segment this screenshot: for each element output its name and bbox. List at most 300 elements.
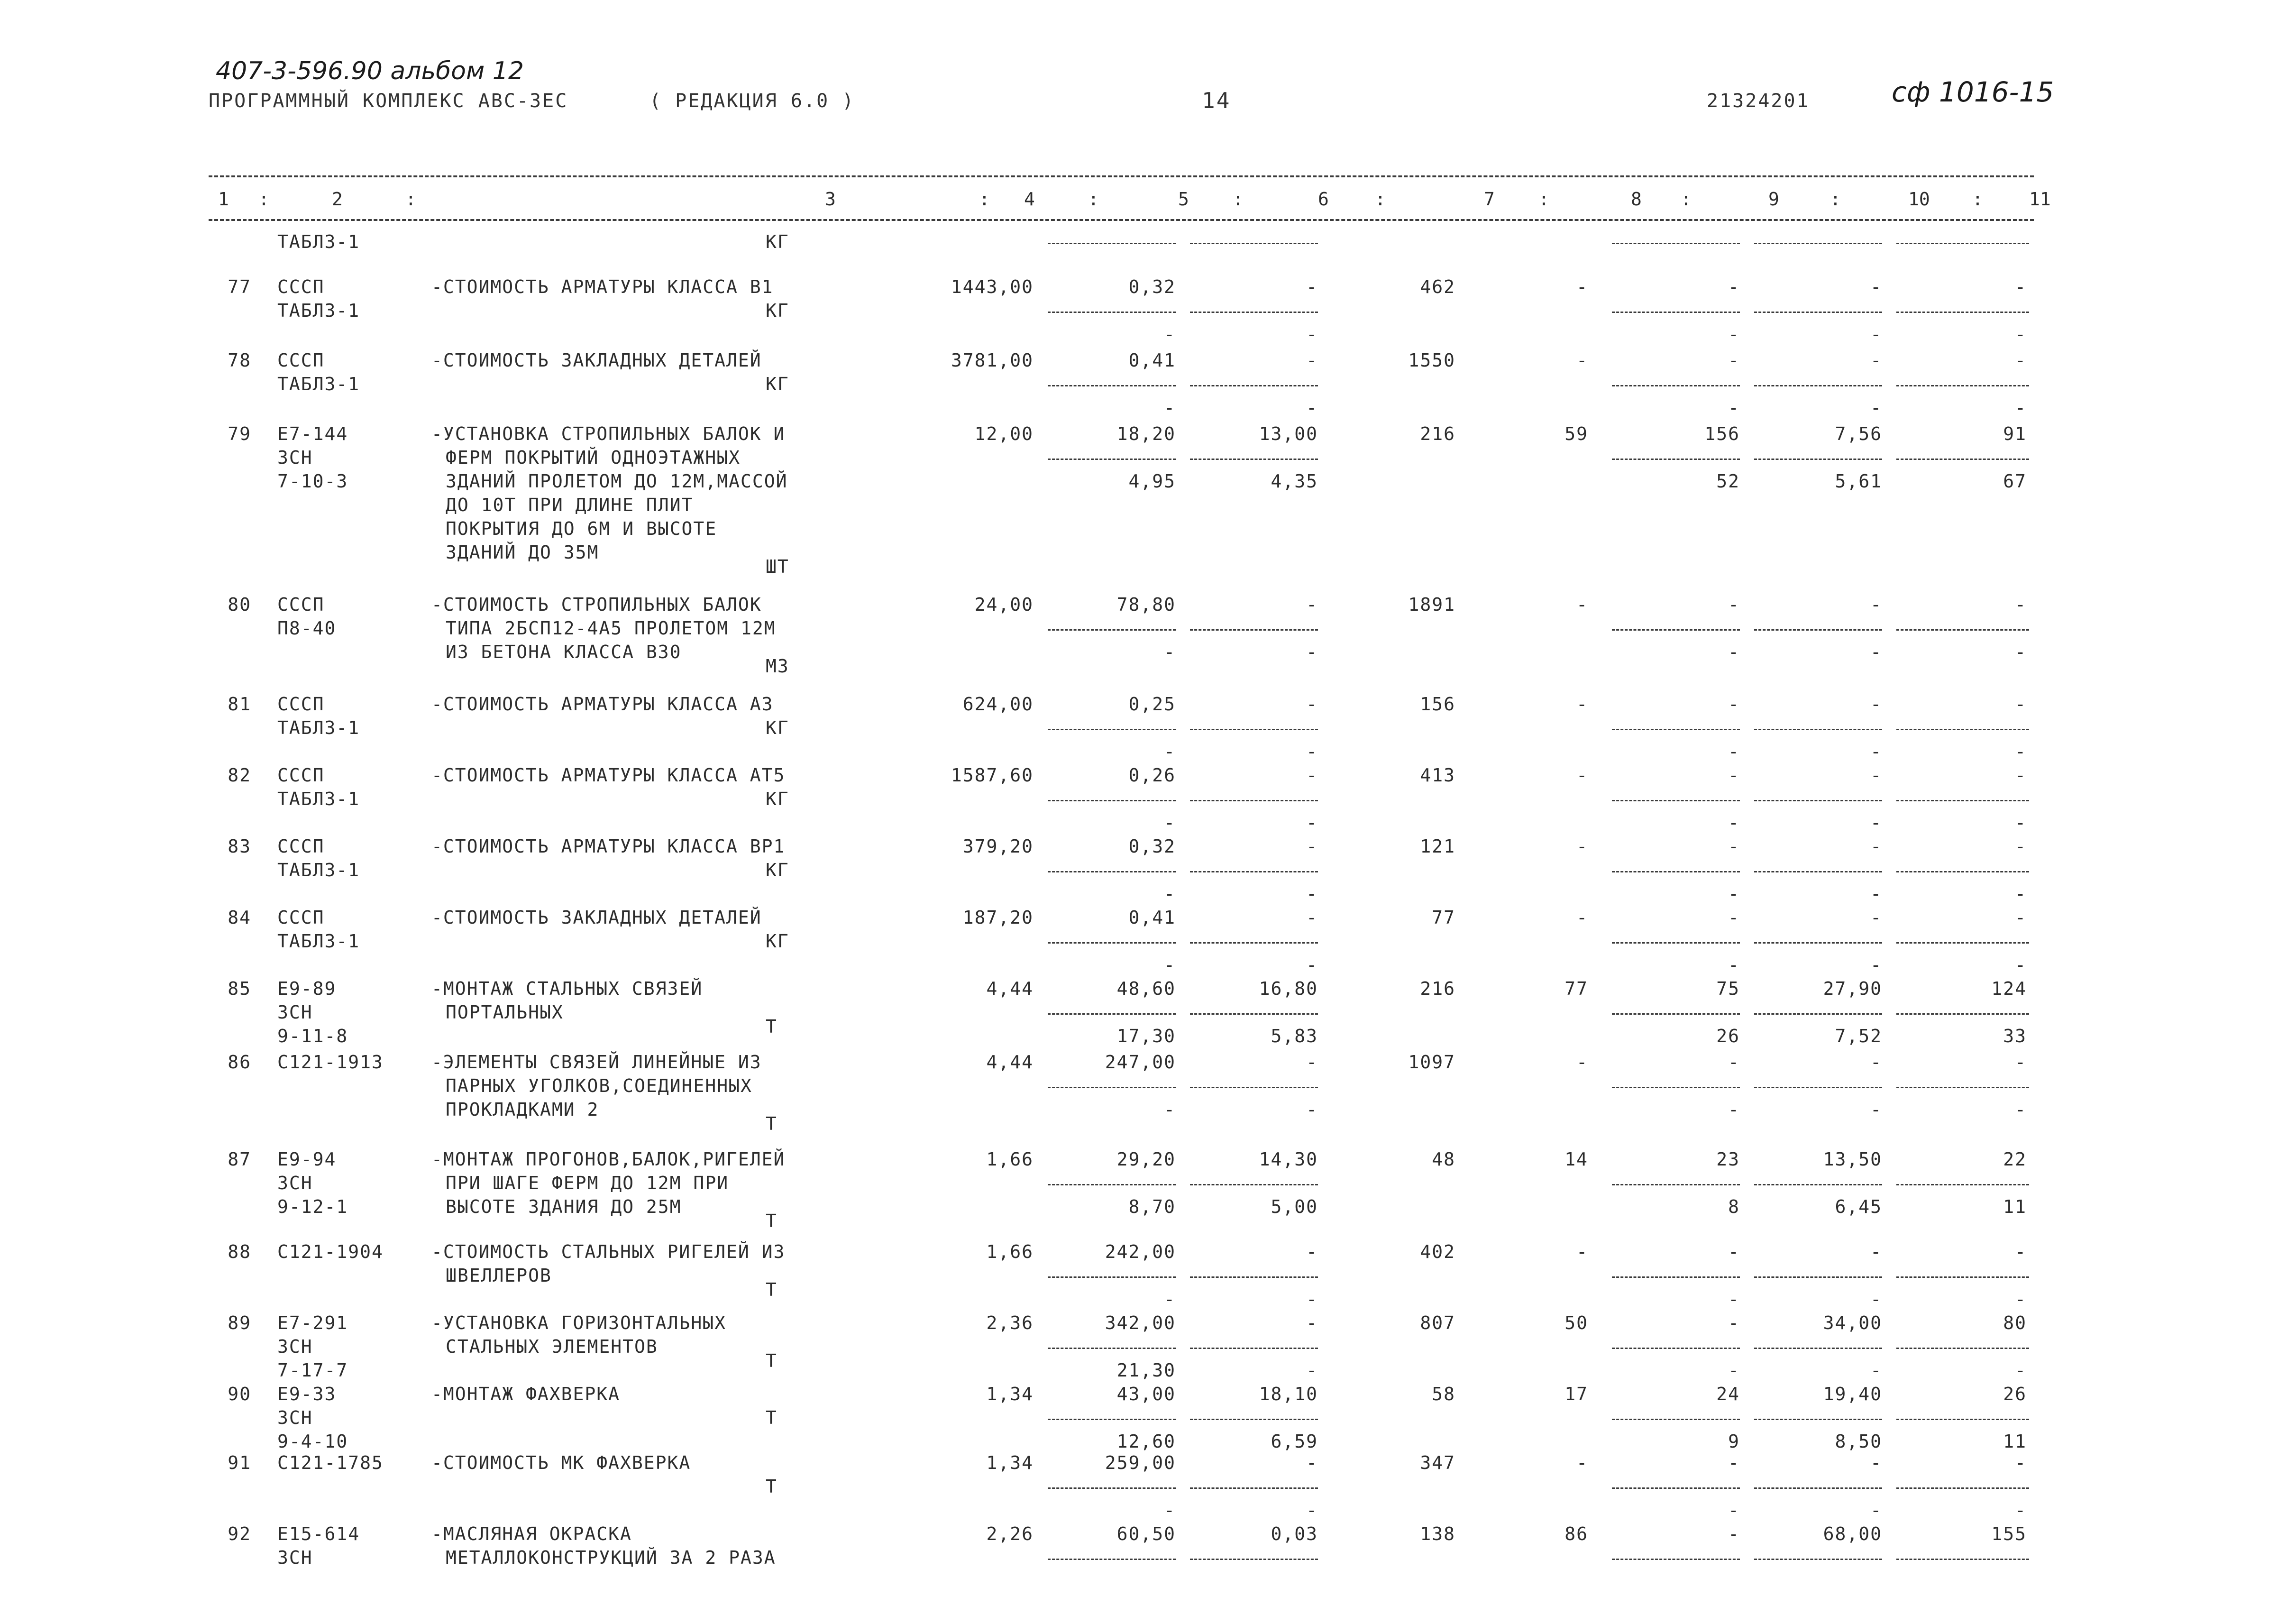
cell-col-5: 0,32 (1128, 276, 1176, 297)
row-description: -СТОИМОСТЬ СТРОПИЛЬНЫХ БАЛОК (431, 594, 762, 615)
row-code: ТАБЛ3-1 (277, 300, 360, 321)
cell-col-9: 75 (1716, 978, 1740, 999)
row-separator-dash (1896, 1559, 2029, 1560)
cell-col-6-lower: 6,59 (1271, 1431, 1318, 1452)
cell-col-10-lower: - (1870, 812, 1882, 833)
row-description: ТИПА 2БСП12-4А5 ПРОЛЕТОМ 12М (446, 618, 776, 639)
row-code: 9-12-1 (277, 1196, 348, 1217)
row-separator-dash (1612, 871, 1740, 872)
cell-col-10-lower: - (1870, 642, 1882, 662)
row-number: 79 (228, 423, 251, 444)
document-code: 21324201 (1707, 90, 1810, 112)
row-separator-dash (1190, 312, 1318, 313)
continuation-dash-10 (1754, 243, 1882, 244)
row-number: 91 (228, 1452, 251, 1473)
cell-col-4: 4,44 (986, 1052, 1034, 1073)
cell-col-9-lower: - (1728, 1500, 1740, 1521)
row-code: 7-17-7 (277, 1360, 348, 1381)
cell-col-6-lower: - (1306, 1500, 1318, 1521)
cell-col-9-lower: - (1728, 954, 1740, 975)
cell-col-9-lower: 8 (1728, 1196, 1740, 1217)
row-separator-dash (1048, 459, 1176, 460)
row-code: П8-40 (277, 618, 337, 639)
row-separator-dash (1048, 1559, 1176, 1560)
row-number: 84 (228, 907, 251, 928)
row-separator-dash (1190, 800, 1318, 801)
cell-col-6-lower: - (1306, 812, 1318, 833)
cell-col-7: 413 (1420, 765, 1455, 786)
cell-col-10-lower: - (1870, 954, 1882, 975)
row-separator-dash (1754, 312, 1882, 313)
cell-col-11-lower: - (2015, 954, 2027, 975)
continuation-code: ТАБЛ3-1 (277, 231, 360, 252)
cell-col-6-lower: - (1306, 741, 1318, 762)
column-separator: : (258, 189, 269, 210)
row-separator-dash (1896, 729, 2029, 730)
row-unit: Т (766, 1279, 778, 1300)
row-separator-dash (1896, 1013, 2029, 1015)
cell-col-5: 342,00 (1105, 1312, 1176, 1333)
cell-col-11: - (2015, 1452, 2027, 1473)
cell-col-4: 1,66 (986, 1241, 1034, 1262)
row-separator-dash (1048, 800, 1176, 801)
cell-col-4: 1443,00 (951, 276, 1034, 297)
cell-col-10-lower: 5,61 (1835, 471, 1882, 492)
cell-col-6-lower: - (1306, 954, 1318, 975)
cell-col-7: 77 (1432, 907, 1455, 928)
cell-col-6-lower: 5,83 (1271, 1026, 1318, 1046)
cell-col-6-lower: - (1306, 1289, 1318, 1310)
cell-col-5-lower: - (1164, 324, 1176, 345)
cell-col-11: - (2015, 1241, 2027, 1262)
cell-col-11-lower: - (2015, 1500, 2027, 1521)
cell-col-9: 24 (1716, 1384, 1740, 1404)
row-separator-dash (1190, 729, 1318, 730)
cell-col-6-lower: - (1306, 883, 1318, 904)
cell-col-9: - (1728, 1052, 1740, 1073)
cell-col-7: 58 (1432, 1384, 1455, 1404)
row-description: -СТОИМОСТЬ СТАЛЬНЫХ РИГЕЛЕЙ ИЗ (431, 1241, 786, 1262)
page-number: 14 (1202, 88, 1231, 113)
cell-col-11: 22 (2003, 1149, 2027, 1170)
cell-col-8: - (1576, 594, 1588, 615)
row-unit: Т (766, 1476, 778, 1497)
row-code: СССП (277, 276, 325, 297)
row-separator-dash (1612, 1348, 1740, 1349)
row-code: Е9-33 (277, 1384, 337, 1404)
cell-col-5: 247,00 (1105, 1052, 1176, 1073)
cell-col-6-lower: - (1306, 642, 1318, 662)
row-separator-dash (1754, 800, 1882, 801)
cell-col-9-lower: - (1728, 883, 1740, 904)
cell-col-10-lower: - (1870, 324, 1882, 345)
cell-col-4: 2,26 (986, 1523, 1034, 1544)
row-number: 85 (228, 978, 251, 999)
cell-col-5-lower: 4,95 (1128, 471, 1176, 492)
cell-col-10: 34,00 (1823, 1312, 1882, 1333)
row-separator-dash (1048, 385, 1176, 386)
cell-col-9-lower: - (1728, 741, 1740, 762)
cell-col-10: - (1870, 694, 1882, 715)
row-description: -ЭЛЕМЕНТЫ СВЯЗЕЙ ЛИНЕЙНЫЕ ИЗ (431, 1052, 762, 1073)
row-separator-dash (1754, 1419, 1882, 1420)
row-code: СССП (277, 594, 325, 615)
cell-col-4: 2,36 (986, 1312, 1034, 1333)
row-code: ЗСН (277, 1547, 313, 1568)
handwritten-stamp: сф 1016-15 (1892, 76, 2054, 108)
cell-col-7: 402 (1420, 1241, 1455, 1262)
cell-col-6-lower: - (1306, 397, 1318, 418)
cell-col-9: - (1728, 1452, 1740, 1473)
row-separator-dash (1754, 1087, 1882, 1088)
column-number: 4 (1024, 189, 1035, 210)
row-code: Е9-89 (277, 978, 337, 999)
cell-col-11-lower: - (2015, 1360, 2027, 1381)
row-code: ТАБЛ3-1 (277, 860, 360, 881)
cell-col-8: - (1576, 907, 1588, 928)
row-separator-dash (1612, 1487, 1740, 1489)
cell-col-4: 624,00 (962, 694, 1034, 715)
row-description: ПРОКЛАДКАМИ 2 (446, 1099, 599, 1120)
cell-col-5: 0,41 (1128, 907, 1176, 928)
cell-col-7: 48 (1432, 1149, 1455, 1170)
top-rule (209, 175, 2034, 177)
column-number: 8 (1631, 189, 1642, 210)
cell-col-9: - (1728, 276, 1740, 297)
row-separator-dash (1754, 1487, 1882, 1489)
row-code: ТАБЛ3-1 (277, 931, 360, 952)
cell-col-6: - (1306, 765, 1318, 786)
cell-col-11-lower: - (2015, 741, 2027, 762)
row-unit: КГ (766, 931, 789, 952)
cell-col-6: - (1306, 1452, 1318, 1473)
row-description: ДО 10Т ПРИ ДЛИНЕ ПЛИТ (446, 495, 694, 515)
cell-col-7: 347 (1420, 1452, 1455, 1473)
cell-col-5: 18,20 (1116, 423, 1176, 444)
column-separator: : (1233, 189, 1244, 210)
row-number: 92 (228, 1523, 251, 1544)
row-separator-dash (1048, 871, 1176, 872)
row-code: С121-1904 (277, 1241, 384, 1262)
row-separator-dash (1048, 1013, 1176, 1015)
row-separator-dash (1896, 1087, 2029, 1088)
row-unit: ШТ (766, 556, 789, 577)
row-unit: Т (766, 1407, 778, 1428)
row-separator-dash (1754, 1184, 1882, 1185)
cell-col-11: - (2015, 276, 2027, 297)
row-separator-dash (1190, 1184, 1318, 1185)
row-separator-dash (1754, 1013, 1882, 1015)
row-code: ЗСН (277, 1002, 313, 1023)
row-description: ИЗ БЕТОНА КЛАССА В30 (446, 642, 682, 662)
row-description: ПОКРЫТИЯ ДО 6М И ВЫСОТЕ (446, 518, 717, 539)
cell-col-5-lower: - (1164, 642, 1176, 662)
column-separator: : (1830, 189, 1841, 210)
cell-col-11: - (2015, 907, 2027, 928)
cell-col-4: 1,34 (986, 1384, 1034, 1404)
row-description: -УСТАНОВКА СТРОПИЛЬНЫХ БАЛОК И (431, 423, 786, 444)
cell-col-6: - (1306, 594, 1318, 615)
row-separator-dash (1048, 1184, 1176, 1185)
cell-col-9: - (1728, 1241, 1740, 1262)
cell-col-7: 216 (1420, 978, 1455, 999)
cell-col-9: - (1728, 907, 1740, 928)
row-description: ФЕРМ ПОКРЫТИЙ ОДНОЭТАЖНЫХ (446, 447, 741, 468)
row-unit: Т (766, 1016, 778, 1037)
row-separator-dash (1190, 1087, 1318, 1088)
cell-col-9-lower: - (1728, 1289, 1740, 1310)
row-separator-dash (1896, 1348, 2029, 1349)
row-separator-dash (1048, 1348, 1176, 1349)
row-separator-dash (1190, 871, 1318, 872)
cell-col-6: - (1306, 350, 1318, 371)
cell-col-10: - (1870, 276, 1882, 297)
cell-col-5: 0,25 (1128, 694, 1176, 715)
cell-col-5-lower: - (1164, 812, 1176, 833)
row-separator-dash (1612, 1184, 1740, 1185)
row-code: ЗСН (277, 447, 313, 468)
column-number: 3 (825, 189, 836, 210)
row-separator-dash (1048, 942, 1176, 944)
cell-col-11: - (2015, 350, 2027, 371)
row-separator-dash (1190, 629, 1318, 631)
cell-col-11: 80 (2003, 1312, 2027, 1333)
cell-col-10: 7,56 (1835, 423, 1882, 444)
cell-col-9: - (1728, 594, 1740, 615)
cell-col-11: - (2015, 694, 2027, 715)
cell-col-6-lower: - (1306, 324, 1318, 345)
cell-col-8: 50 (1564, 1312, 1588, 1333)
header-rule (209, 219, 2034, 221)
cell-col-8: - (1576, 276, 1588, 297)
row-code: СССП (277, 907, 325, 928)
cell-col-5-lower: - (1164, 1289, 1176, 1310)
cell-col-5: 60,50 (1116, 1523, 1176, 1544)
row-description: -СТОИМОСТЬ АРМАТУРЫ КЛАССА А3 (431, 694, 774, 715)
cell-col-11: - (2015, 836, 2027, 857)
row-unit: Т (766, 1113, 778, 1134)
cell-col-5: 43,00 (1116, 1384, 1176, 1404)
cell-col-10-lower: - (1870, 1360, 1882, 1381)
row-separator-dash (1048, 1087, 1176, 1088)
cell-col-11-lower: 11 (2003, 1196, 2027, 1217)
row-unit: КГ (766, 300, 789, 321)
row-description: -МОНТАЖ ПРОГОНОВ,БАЛОК,РИГЕЛЕЙ (431, 1149, 786, 1170)
row-separator-dash (1612, 385, 1740, 386)
cell-col-10-lower: - (1870, 1289, 1882, 1310)
column-separator: : (1538, 189, 1549, 210)
cell-col-11: 155 (1991, 1523, 2027, 1544)
row-separator-dash (1612, 729, 1740, 730)
row-code: СССП (277, 694, 325, 715)
row-description: ВЫСОТЕ ЗДАНИЯ ДО 25М (446, 1196, 682, 1217)
row-number: 89 (228, 1312, 251, 1333)
cell-col-8: 59 (1564, 423, 1588, 444)
row-separator-dash (1048, 1419, 1176, 1420)
cell-col-8: 14 (1564, 1149, 1588, 1170)
cell-col-5: 0,26 (1128, 765, 1176, 786)
row-unit: Т (766, 1211, 778, 1231)
cell-col-4: 1,66 (986, 1149, 1034, 1170)
row-number: 81 (228, 694, 251, 715)
cell-col-9-lower: - (1728, 324, 1740, 345)
row-unit: Т (766, 1350, 778, 1371)
cell-col-7: 138 (1420, 1523, 1455, 1544)
cell-col-10: - (1870, 594, 1882, 615)
row-code: ЗСН (277, 1336, 313, 1357)
cell-col-5-lower: 12,60 (1116, 1431, 1176, 1452)
row-separator-dash (1612, 312, 1740, 313)
row-description: -МАСЛЯНАЯ ОКРАСКА (431, 1523, 632, 1544)
row-code: СССП (277, 350, 325, 371)
cell-col-8: - (1576, 1241, 1588, 1262)
cell-col-6-lower: 4,35 (1271, 471, 1318, 492)
cell-col-4: 3781,00 (951, 350, 1034, 371)
cell-col-5-lower: 21,30 (1116, 1360, 1176, 1381)
row-number: 83 (228, 836, 251, 857)
cell-col-9-lower: 9 (1728, 1431, 1740, 1452)
row-number: 90 (228, 1384, 251, 1404)
cell-col-6: 13,00 (1259, 423, 1318, 444)
cell-col-4: 1587,60 (951, 765, 1034, 786)
cell-col-6: - (1306, 1241, 1318, 1262)
cell-col-8: - (1576, 1452, 1588, 1473)
cell-col-10-lower: 7,52 (1835, 1026, 1882, 1046)
row-number: 86 (228, 1052, 251, 1073)
cell-col-11-lower: - (2015, 397, 2027, 418)
row-separator-dash (1190, 942, 1318, 944)
row-number: 78 (228, 350, 251, 371)
row-separator-dash (1190, 1276, 1318, 1278)
cell-col-5: 29,20 (1116, 1149, 1176, 1170)
cell-col-7: 1891 (1408, 594, 1455, 615)
cell-col-10: 68,00 (1823, 1523, 1882, 1544)
cell-col-10: - (1870, 765, 1882, 786)
row-separator-dash (1190, 1559, 1318, 1560)
row-description: ПАРНЫХ УГОЛКОВ,СОЕДИНЕННЫХ (446, 1075, 752, 1096)
continuation-unit: КГ (766, 231, 789, 252)
row-number: 77 (228, 276, 251, 297)
cell-col-9: 156 (1704, 423, 1740, 444)
cell-col-9: - (1728, 765, 1740, 786)
cell-col-10: - (1870, 1052, 1882, 1073)
row-separator-dash (1896, 459, 2029, 460)
row-separator-dash (1896, 871, 2029, 872)
row-separator-dash (1612, 1276, 1740, 1278)
cell-col-11: 26 (2003, 1384, 2027, 1404)
row-description: -УСТАНОВКА ГОРИЗОНТАЛЬНЫХ (431, 1312, 726, 1333)
row-separator-dash (1896, 629, 2029, 631)
row-number: 88 (228, 1241, 251, 1262)
row-separator-dash (1612, 629, 1740, 631)
cell-col-9-lower: 26 (1716, 1026, 1740, 1046)
cell-col-11: 124 (1991, 978, 2027, 999)
cell-col-6: - (1306, 694, 1318, 715)
row-number: 87 (228, 1149, 251, 1170)
cell-col-11: - (2015, 765, 2027, 786)
column-number: 9 (1768, 189, 1779, 210)
row-code: Е15-614 (277, 1523, 360, 1544)
row-unit: М3 (766, 656, 789, 677)
cell-col-11-lower: - (2015, 1099, 2027, 1120)
row-code: СССП (277, 765, 325, 786)
cell-col-8: 86 (1564, 1523, 1588, 1544)
row-separator-dash (1896, 1184, 2029, 1185)
row-description: ЗДАНИЙ ПРОЛЕТОМ ДО 12М,МАССОЙ (446, 471, 788, 492)
cell-col-10-lower: - (1870, 1500, 1882, 1521)
cell-col-6: - (1306, 836, 1318, 857)
cell-col-9-lower: - (1728, 642, 1740, 662)
row-separator-dash (1754, 1348, 1882, 1349)
cell-col-7: 807 (1420, 1312, 1455, 1333)
cell-col-10-lower: - (1870, 883, 1882, 904)
column-number: 5 (1178, 189, 1189, 210)
row-description: СТАЛЬНЫХ ЭЛЕМЕНТОВ (446, 1336, 658, 1357)
row-code: С121-1913 (277, 1052, 384, 1073)
row-separator-dash (1190, 1348, 1318, 1349)
cell-col-11-lower: - (2015, 883, 2027, 904)
row-description: -МОНТАЖ СТАЛЬНЫХ СВЯЗЕЙ (431, 978, 703, 999)
row-number: 82 (228, 765, 251, 786)
row-separator-dash (1754, 459, 1882, 460)
cell-col-5-lower: - (1164, 741, 1176, 762)
cell-col-7: 462 (1420, 276, 1455, 297)
row-separator-dash (1190, 385, 1318, 386)
cell-col-4: 379,20 (962, 836, 1034, 857)
cell-col-7: 216 (1420, 423, 1455, 444)
cell-col-11-lower: 67 (2003, 471, 2027, 492)
cell-col-10-lower: 8,50 (1835, 1431, 1882, 1452)
cell-col-5-lower: - (1164, 954, 1176, 975)
row-separator-dash (1190, 1419, 1318, 1420)
row-code: С121-1785 (277, 1452, 384, 1473)
row-separator-dash (1896, 800, 2029, 801)
column-number: 6 (1318, 189, 1329, 210)
row-separator-dash (1754, 385, 1882, 386)
cell-col-7: 156 (1420, 694, 1455, 715)
column-separator: : (1972, 189, 1983, 210)
row-separator-dash (1048, 312, 1176, 313)
cell-col-11: - (2015, 594, 2027, 615)
row-separator-dash (1612, 1087, 1740, 1088)
cell-col-10: - (1870, 1241, 1882, 1262)
program-title: ПРОГРАММНЫЙ КОМПЛЕКС АВС-3ЕС (209, 90, 568, 112)
row-description: -СТОИМОСТЬ АРМАТУРЫ КЛАССА АТ5 (431, 765, 786, 786)
row-description: ШВЕЛЛЕРОВ (446, 1265, 552, 1286)
cell-col-11-lower: 11 (2003, 1431, 2027, 1452)
row-separator-dash (1612, 800, 1740, 801)
row-code: ЗСН (277, 1173, 313, 1193)
cell-col-8: 77 (1564, 978, 1588, 999)
cell-col-11: 91 (2003, 423, 2027, 444)
row-separator-dash (1612, 1419, 1740, 1420)
row-separator-dash (1896, 312, 2029, 313)
cell-col-6: 16,80 (1259, 978, 1318, 999)
row-number: 80 (228, 594, 251, 615)
cell-col-10: 19,40 (1823, 1384, 1882, 1404)
cell-col-5: 78,80 (1116, 594, 1176, 615)
cell-col-6-lower: 5,00 (1271, 1196, 1318, 1217)
cell-col-10-lower: - (1870, 741, 1882, 762)
column-number: 2 (332, 189, 343, 210)
row-description: -СТОИМОСТЬ МК ФАХВЕРКА (431, 1452, 691, 1473)
column-separator: : (1375, 189, 1386, 210)
cell-col-9: - (1728, 836, 1740, 857)
column-number: 10 (1908, 189, 1930, 210)
cell-col-10: - (1870, 836, 1882, 857)
column-separator: : (1088, 189, 1099, 210)
cell-col-6: 14,30 (1259, 1149, 1318, 1170)
